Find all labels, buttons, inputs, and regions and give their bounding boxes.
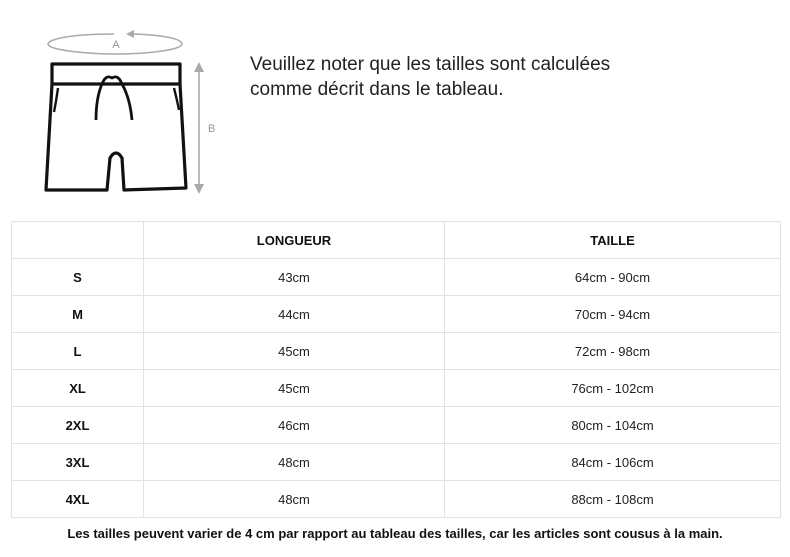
longueur-cell: 48cm [144,444,445,481]
header-size [12,222,144,259]
table-row [12,333,781,370]
longueur-cell: 48cm [144,481,445,518]
shorts-size-diagram [36,28,226,198]
taille-cell: 80cm - 104cm [445,407,781,444]
longueur-cell: 45cm [144,370,445,407]
size-cell: 3XL [12,444,144,481]
size-cell: M [12,296,144,333]
taille-cell: 84cm - 106cm [445,444,781,481]
longueur-cell: 45cm [144,333,445,370]
taille-cell: 88cm - 108cm [445,481,781,518]
table-row [12,259,781,296]
label-b: B [208,123,216,135]
intro-line-1: Veuillez noter que les tailles sont calculées [250,54,611,75]
header-longueur: LONGUEUR [144,222,445,259]
size-table [11,221,781,518]
intro-line-2: comme décrit dans le tableau. [250,79,504,100]
header-taille: TAILLE [445,222,781,259]
longueur-cell: 43cm [144,259,445,296]
label-a: A [112,39,120,51]
length-measure-arrow [194,62,204,194]
taille-cell: 72cm - 98cm [445,333,781,370]
size-cell: L [12,333,144,370]
taille-cell: 76cm - 102cm [445,370,781,407]
table-row [12,481,781,518]
size-cell: 4XL [12,481,144,518]
taille-cell: 64cm - 90cm [445,259,781,296]
size-cell: S [12,259,144,296]
table-row [12,296,781,333]
table-header-row [12,222,781,259]
size-cell: 2XL [12,407,144,444]
longueur-cell: 44cm [144,296,445,333]
footnote: Les tailles peuvent varier de 4 cm par rapport au tableau des tailles, car les articles sont cousus à la main. [67,526,723,541]
table-row [12,370,781,407]
table-row [12,444,781,481]
table-row [12,407,781,444]
size-cell: XL [12,370,144,407]
intro-note [250,52,770,102]
longueur-cell: 46cm [144,407,445,444]
taille-cell: 70cm - 94cm [445,296,781,333]
shorts-outline [46,64,186,190]
